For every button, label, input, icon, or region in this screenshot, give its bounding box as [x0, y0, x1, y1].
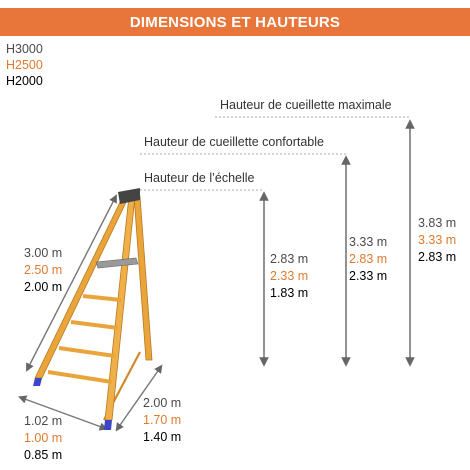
confortable-h2500: 2.83 m — [349, 252, 388, 266]
ladder-rung-4 — [48, 372, 112, 382]
rear-leg-h2500: 1.70 m — [143, 413, 182, 427]
rear-leg-h2000: 1.40 m — [143, 430, 182, 444]
model-h2500: H2500 — [6, 58, 43, 72]
base-width-h2500: 1.00 m — [24, 431, 63, 445]
ladder-length-h3000: 3.00 m — [24, 246, 63, 260]
model-h2000: H2000 — [6, 74, 43, 88]
echelle-h2500: 2.33 m — [270, 269, 309, 283]
echelle-h2000: 1.83 m — [270, 286, 309, 300]
ladder-rung-2 — [71, 322, 118, 328]
label-hauteur-confortable: Hauteur de cueillette confortable — [144, 135, 324, 149]
label-hauteur-echelle: Hauteur de l’échelle — [144, 171, 255, 185]
ladder-rung-1 — [83, 296, 121, 300]
echelle-h3000: 2.83 m — [270, 252, 309, 266]
ladder-length-h2000: 2.00 m — [24, 280, 63, 294]
maximale-h2500: 3.33 m — [418, 233, 457, 247]
confortable-h2000: 2.33 m — [349, 269, 388, 283]
model-h3000: H3000 — [6, 42, 43, 56]
base-width-h3000: 1.02 m — [24, 414, 63, 428]
confortable-h3000: 3.33 m — [349, 235, 388, 249]
ladder-foot-right — [104, 420, 112, 430]
rear-leg-h3000: 2.00 m — [143, 396, 182, 410]
banner-title: DIMENSIONS ET HAUTEURS — [129, 13, 341, 31]
maximale-h2000: 2.83 m — [418, 250, 457, 264]
ladder-length-h2500: 2.50 m — [24, 263, 63, 277]
maximale-h3000: 3.83 m — [418, 216, 457, 230]
ladder-rear-leg — [134, 196, 152, 360]
base-width-h2000: 0.85 m — [24, 448, 63, 462]
ladder-platform — [96, 258, 138, 268]
label-hauteur-maximale: Hauteur de cueillette maximale — [220, 98, 392, 112]
ladder-rung-3 — [59, 348, 115, 356]
ladder-foot-left — [33, 378, 42, 386]
